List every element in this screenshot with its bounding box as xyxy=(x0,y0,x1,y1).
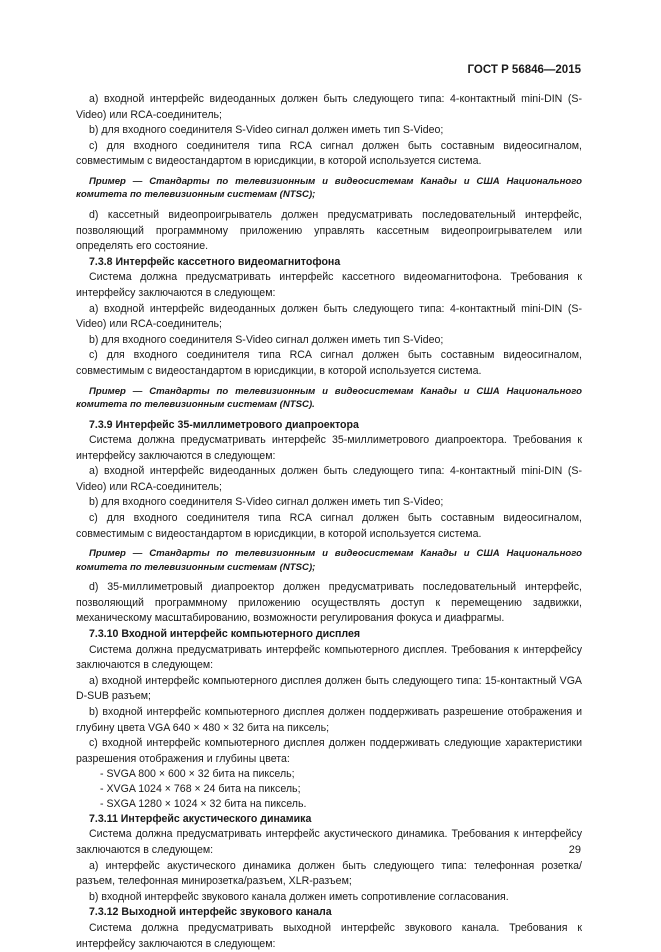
document-code: ГОСТ Р 56846—2015 xyxy=(467,64,581,76)
paragraph: a) входной интерфейс видеоданных должен быть следующего типа: 4-контактный mini-DIN (S-Video) или RCA-соединитель; xyxy=(76,302,582,331)
list-item: - SVGA 800 × 600 × 32 бита на пиксель; xyxy=(100,768,295,781)
paragraph: c) для входного соединителя типа RCA сигнал должен быть составным видеосигналом, совместимым с видеостандартом в юрисдикции, в которой используется система. xyxy=(76,139,582,168)
list-item: - SXGA 1280 × 1024 × 32 бита на пиксель. xyxy=(100,797,307,810)
paragraph: d) 35-миллиметровый диапроектор должен предусматривать последовательный интерфейс, позволяющий программному приложению осуществлять доступ к перемещению задвижки, механическому масштабированию, возможности регулирования фокуса и диафрагмы. xyxy=(76,581,582,625)
example-note: Пример — Стандарты по телевизионным и видеосистемам Канады и США Национального комитета по телевизионным системам (NTSC). xyxy=(76,385,582,410)
paragraph: d) кассетный видеопроигрыватель должен предусматривать последовательный интерфейс, позволяющий программному приложению управлять кассетным видеопроигрывателем или определять его состояние. xyxy=(76,208,582,253)
paragraph: b) для входного соединителя S-Video сигнал должен иметь тип S-Video; xyxy=(89,333,444,346)
document-body xyxy=(76,92,582,952)
example-note: Пример — Стандарты по телевизионным и видеосистемам Канады и США Национального комитета по телевизионным системам (NTSC); xyxy=(76,548,582,573)
paragraph: Система должна предусматривать выходной интерфейс звукового канала. Требования к интерфейсу заключаются в следующем: xyxy=(76,921,582,950)
paragraph: a) интерфейс акустического динамика должен быть следующего типа: телефонная розетка/разъем, телефонная минирозетка/разъем, XLR-разъем; xyxy=(76,859,582,888)
paragraph: Система должна предусматривать интерфейс 35-миллиметрового диапроектора. Требования к интерфейсу заключаются в следующем: xyxy=(76,434,582,462)
paragraph: b) для входного соединителя S-Video сигнал должен иметь тип S-Video; xyxy=(89,124,444,137)
section-heading: 7.3.9 Интерфейс 35-миллиметрового диапроектора xyxy=(89,418,359,431)
paragraph: b) для входного соединителя S-Video сигнал должен иметь тип S-Video; xyxy=(89,496,444,509)
paragraph: c) для входного соединителя типа RCA сигнал должен быть составным видеосигналом, совместимым с видеостандартом в юрисдикции, в которой используется система. xyxy=(76,512,582,540)
paragraph: Система должна предусматривать интерфейс компьютерного дисплея. Требования к интерфейсу заключаются в следующем: xyxy=(76,643,582,672)
section-heading: 7.3.11 Интерфейс акустического динамика xyxy=(89,812,312,825)
example-note: Пример — Стандарты по телевизионным и видеосистемам Канады и США Национального комитета по телевизионным системам (NTSC); xyxy=(76,175,582,201)
section-heading: 7.3.10 Входной интерфейс компьютерного дисплея xyxy=(89,628,361,641)
paragraph: a) входной интерфейс видеоданных должен быть следующего типа: 4-контактный mini-DIN (S-Video) или RCA-соединитель; xyxy=(76,93,582,121)
paragraph: b) входной интерфейс звукового канала должен иметь сопротивление согласования. xyxy=(89,890,509,903)
paragraph: b) входной интерфейс компьютерного дисплея должен поддерживать разрешение отображения и глубину цвета VGA 640 × 480 × 32 бита на пиксель; xyxy=(76,706,582,734)
paragraph: a) входной интерфейс видеоданных должен быть следующего типа: 4-контактный mini-DIN (S-Video) или RCA-соединитель; xyxy=(76,465,582,493)
list-item: - XVGA 1024 × 768 × 24 бита на пиксель; xyxy=(100,783,301,796)
paragraph: c) для входного соединителя типа RCA сигнал должен быть составным видеосигналом, совместимым с видеостандартом в юрисдикции, в которой используется система. xyxy=(76,349,582,377)
section-heading: 7.3.12 Выходной интерфейс звукового канала xyxy=(89,906,332,919)
paragraph: a) входной интерфейс компьютерного дисплея должен быть следующего типа: 15-контактный VGA D-SUB разъем; xyxy=(76,674,582,703)
page-number: 29 xyxy=(568,844,581,856)
paragraph: Система должна предусматривать интерфейс кассетного видеомагнитофона. Требования к интерфейсу заключаются в следующем: xyxy=(76,271,582,299)
section-heading: 7.3.8 Интерфейс кассетного видеомагнитофона xyxy=(89,255,341,268)
paragraph: Система должна предусматривать интерфейс акустического динамика. Требования к интерфейсу заключаются в следующем: xyxy=(76,828,582,856)
paragraph: c) входной интерфейс компьютерного дисплея должен поддерживать следующие характеристики разрешения отображения и глубины цвета: xyxy=(76,737,582,765)
